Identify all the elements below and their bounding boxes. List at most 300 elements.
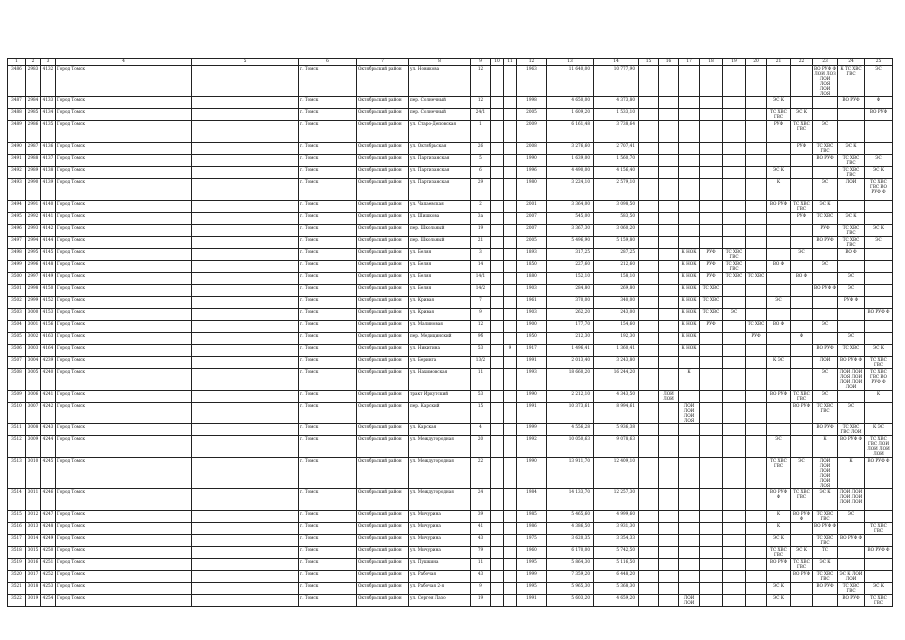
table-cell: 3487 bbox=[8, 97, 26, 109]
table-cell: ул. Междугородная bbox=[409, 489, 471, 511]
table-cell bbox=[746, 66, 767, 97]
table-cell bbox=[491, 273, 504, 285]
table-cell: 2992 bbox=[26, 213, 41, 225]
table-cell: ВО РУФ Ф bbox=[838, 436, 865, 458]
table-row bbox=[8, 511, 893, 523]
table-cell bbox=[192, 583, 299, 595]
table-row bbox=[8, 167, 893, 179]
table-cell: Город Томск bbox=[56, 309, 192, 321]
table-cell bbox=[659, 595, 679, 607]
table-cell: 262,20 bbox=[547, 309, 594, 321]
table-cell: ВО РУФ bbox=[838, 97, 865, 109]
table-cell bbox=[639, 458, 659, 489]
table-cell bbox=[659, 201, 679, 213]
table-cell: 4148 bbox=[41, 261, 56, 273]
table-cell: г. Томск bbox=[299, 391, 357, 403]
table-cell: 3012 bbox=[26, 511, 41, 523]
table-row bbox=[8, 424, 893, 436]
column-number-10: 10 bbox=[491, 59, 504, 66]
table-cell: 2986 bbox=[26, 121, 41, 143]
table-cell: 43 bbox=[471, 571, 491, 583]
table-cell: ВО РУФ Ф bbox=[865, 547, 893, 559]
table-cell: г. Томск bbox=[299, 213, 357, 225]
table-cell bbox=[791, 583, 813, 595]
table-cell bbox=[746, 403, 767, 424]
table-cell bbox=[504, 225, 517, 237]
table-cell: 4141 bbox=[41, 213, 56, 225]
table-cell: Октябрьский район bbox=[357, 333, 409, 345]
table-cell bbox=[679, 97, 700, 109]
table-cell bbox=[723, 297, 746, 309]
table-cell: ЭС К bbox=[838, 213, 865, 225]
table-cell: 2988 bbox=[26, 155, 41, 167]
table-cell bbox=[679, 571, 700, 583]
column-number-5: 5 bbox=[192, 59, 299, 66]
table-cell: 3519 bbox=[8, 559, 26, 571]
table-cell: Город Томск bbox=[56, 424, 192, 436]
table-cell: Октябрьский район bbox=[357, 237, 409, 249]
table-cell: ул. Малиновая bbox=[409, 321, 471, 333]
table-cell: Город Томск bbox=[56, 357, 192, 369]
table-cell: 4 999,60 bbox=[594, 511, 639, 523]
table-cell bbox=[192, 321, 299, 333]
table-cell bbox=[639, 121, 659, 143]
table-cell bbox=[659, 458, 679, 489]
table-cell bbox=[504, 559, 517, 571]
table-row bbox=[8, 547, 893, 559]
table-cell: ВО РУФ bbox=[791, 403, 813, 424]
table-cell bbox=[639, 273, 659, 285]
table-cell: Город Томск bbox=[56, 458, 192, 489]
table-row bbox=[8, 583, 893, 595]
table-cell bbox=[700, 511, 723, 523]
table-cell bbox=[491, 583, 504, 595]
table-cell bbox=[491, 121, 504, 143]
table-cell bbox=[700, 109, 723, 121]
column-number-17: 17 bbox=[679, 59, 700, 66]
table-cell: 3500 bbox=[8, 273, 26, 285]
table-cell: Октябрьский район bbox=[357, 547, 409, 559]
table-cell: 4245 bbox=[41, 458, 56, 489]
table-cell: 1903 bbox=[517, 309, 547, 321]
table-cell: ЭС К bbox=[813, 201, 838, 213]
table-cell: ВО РУФ bbox=[767, 559, 791, 571]
table-cell: 3511 bbox=[8, 424, 26, 436]
table-cell: К НОК bbox=[679, 261, 700, 273]
table-cell bbox=[639, 547, 659, 559]
table-cell: ЭС bbox=[838, 403, 865, 424]
table-cell: 4250 bbox=[41, 547, 56, 559]
table-cell: Город Томск bbox=[56, 571, 192, 583]
table-cell bbox=[767, 237, 791, 249]
table-cell: ул. Пушкина bbox=[409, 559, 471, 571]
table-cell bbox=[723, 403, 746, 424]
table-cell bbox=[746, 237, 767, 249]
table-cell bbox=[491, 559, 504, 571]
table-cell: ул. Новикова bbox=[409, 66, 471, 97]
table-cell: ТС ХВС ГВС bbox=[813, 403, 838, 424]
table-cell: ЛОИ bbox=[838, 179, 865, 201]
table-cell: 6 bbox=[471, 167, 491, 179]
table-cell: 3014 bbox=[26, 535, 41, 547]
table-cell: пер. Солнечный bbox=[409, 109, 471, 121]
table-cell bbox=[767, 225, 791, 237]
table-cell bbox=[723, 489, 746, 511]
table-cell: К НОК bbox=[679, 273, 700, 285]
table-cell: ВО РУФ Ф bbox=[865, 309, 893, 321]
table-cell: РУФ bbox=[700, 321, 723, 333]
table-cell: г. Томск bbox=[299, 285, 357, 297]
table-cell bbox=[723, 424, 746, 436]
table-cell bbox=[767, 155, 791, 167]
table-cell: 2007 bbox=[517, 213, 547, 225]
table-cell bbox=[700, 66, 723, 97]
table-cell: ул. Кривая bbox=[409, 309, 471, 321]
table-cell: 2009 bbox=[517, 121, 547, 143]
table-cell: ВО РУФ bbox=[838, 595, 865, 607]
table-cell bbox=[700, 535, 723, 547]
table-cell: 4 373,80 bbox=[594, 97, 639, 109]
table-cell: Город Томск bbox=[56, 237, 192, 249]
table-cell: 1961 bbox=[517, 297, 547, 309]
table-cell bbox=[679, 143, 700, 155]
table-cell bbox=[813, 167, 838, 179]
table-cell: 3515 bbox=[8, 511, 26, 523]
table-cell bbox=[746, 523, 767, 535]
table-cell: РУФ bbox=[791, 213, 813, 225]
table-cell bbox=[192, 297, 299, 309]
table-row bbox=[8, 201, 893, 213]
table-cell: ТС ХВС ГВС bbox=[791, 391, 813, 403]
table-cell bbox=[813, 109, 838, 121]
table-cell: 79 bbox=[471, 547, 491, 559]
table-cell bbox=[491, 547, 504, 559]
table-cell: 3017 bbox=[26, 571, 41, 583]
table-cell bbox=[767, 66, 791, 97]
table-cell: Город Томск bbox=[56, 391, 192, 403]
table-cell: ВО РУФ Ф bbox=[838, 535, 865, 547]
column-number-9: 9 bbox=[471, 59, 491, 66]
table-cell: г. Томск bbox=[299, 571, 357, 583]
table-cell: 4139 bbox=[41, 179, 56, 201]
table-cell: 3013 bbox=[26, 523, 41, 535]
table-cell: 18 660,20 bbox=[547, 369, 594, 391]
table-row bbox=[8, 357, 893, 369]
table-row bbox=[8, 571, 893, 583]
table-cell: 1 bbox=[471, 121, 491, 143]
table-cell bbox=[767, 213, 791, 225]
table-cell bbox=[639, 213, 659, 225]
table-cell: г. Томск bbox=[299, 97, 357, 109]
table-cell: 4164 bbox=[41, 345, 56, 357]
table-cell bbox=[813, 97, 838, 109]
table-cell: 3513 bbox=[8, 458, 26, 489]
table-cell: ВО РУФ Ф bbox=[838, 357, 865, 369]
table-cell: ул. Нахимовская bbox=[409, 369, 471, 391]
table-cell bbox=[192, 458, 299, 489]
table-cell: 1 639,00 bbox=[547, 155, 594, 167]
table-cell bbox=[838, 261, 865, 273]
table-cell: 287,25 bbox=[594, 249, 639, 261]
table-cell: ул. Беляя bbox=[409, 261, 471, 273]
table-cell: 9 bbox=[504, 345, 517, 357]
table-cell: Город Томск bbox=[56, 595, 192, 607]
table-cell bbox=[491, 321, 504, 333]
table-cell: ул. Беляя bbox=[409, 273, 471, 285]
table-cell: ТС ХВС ГВС bbox=[838, 167, 865, 179]
table-cell: 4244 bbox=[41, 436, 56, 458]
table-cell: Октябрьский район bbox=[357, 321, 409, 333]
table-cell bbox=[746, 225, 767, 237]
table-cell: г. Томск bbox=[299, 273, 357, 285]
table-cell: 9 078,63 bbox=[594, 436, 639, 458]
table-cell bbox=[723, 66, 746, 97]
table-cell: г. Томск bbox=[299, 424, 357, 436]
table-cell bbox=[723, 143, 746, 155]
table-cell: 2995 bbox=[26, 249, 41, 261]
table-cell: ВО РУФ bbox=[813, 424, 838, 436]
table-cell: ул. Беляя bbox=[409, 285, 471, 297]
table-cell: ул. Мичурина bbox=[409, 523, 471, 535]
table-cell bbox=[504, 391, 517, 403]
table-cell bbox=[659, 225, 679, 237]
table-cell bbox=[746, 559, 767, 571]
table-cell: ЭС bbox=[838, 285, 865, 297]
table-cell bbox=[491, 155, 504, 167]
table-cell bbox=[504, 595, 517, 607]
table-cell bbox=[679, 225, 700, 237]
table-cell: 21 bbox=[471, 237, 491, 249]
table-cell bbox=[491, 213, 504, 225]
table-cell bbox=[723, 535, 746, 547]
table-cell: 1960 bbox=[517, 547, 547, 559]
table-cell: ЛОИ ЛОИ bbox=[659, 391, 679, 403]
table-cell: г. Томск bbox=[299, 121, 357, 143]
table-cell bbox=[491, 66, 504, 97]
table-cell bbox=[192, 489, 299, 511]
table-cell bbox=[491, 225, 504, 237]
table-cell: ТС ХВС bbox=[813, 213, 838, 225]
table-cell: 545,00 bbox=[547, 213, 594, 225]
table-cell bbox=[491, 261, 504, 273]
table-cell bbox=[639, 285, 659, 297]
table-cell: г. Томск bbox=[299, 201, 357, 213]
table-cell: 4150 bbox=[41, 285, 56, 297]
table-cell bbox=[504, 535, 517, 547]
table-cell bbox=[659, 333, 679, 345]
table-cell bbox=[723, 333, 746, 345]
table-cell bbox=[491, 345, 504, 357]
table-cell: ТС ХВС bbox=[723, 273, 746, 285]
table-cell bbox=[813, 249, 838, 261]
table-cell bbox=[813, 309, 838, 321]
column-number-13: 13 bbox=[547, 59, 594, 66]
table-cell: г. Томск bbox=[299, 369, 357, 391]
table-cell: Октябрьский район bbox=[357, 403, 409, 424]
table-cell: 4163 bbox=[41, 333, 56, 345]
table-cell: г. Томск bbox=[299, 179, 357, 201]
table-cell: Город Томск bbox=[56, 155, 192, 167]
table-cell bbox=[746, 357, 767, 369]
table-cell: 3522 bbox=[8, 595, 26, 607]
table-cell: ул. Партизанская bbox=[409, 179, 471, 201]
table-cell bbox=[639, 391, 659, 403]
table-cell: РУФ Ф bbox=[838, 297, 865, 309]
table-cell: г. Томск bbox=[299, 261, 357, 273]
column-number-2: 2 bbox=[26, 59, 41, 66]
table-cell: ВО РУФ bbox=[813, 345, 838, 357]
table-cell: ТС ХВС ГВС bbox=[838, 225, 865, 237]
table-row bbox=[8, 213, 893, 225]
table-cell bbox=[865, 321, 893, 333]
table-cell bbox=[700, 97, 723, 109]
table-cell: 3 098,50 bbox=[594, 201, 639, 213]
table-cell bbox=[838, 559, 865, 571]
table-cell: Октябрьский район bbox=[357, 559, 409, 571]
table-cell: 41 bbox=[471, 523, 491, 535]
table-cell: 4 343,50 bbox=[594, 391, 639, 403]
table-cell: 3514 bbox=[8, 489, 26, 511]
table-cell bbox=[723, 345, 746, 357]
table-cell: Октябрьский район bbox=[357, 261, 409, 273]
table-cell bbox=[639, 523, 659, 535]
table-cell bbox=[838, 201, 865, 213]
table-cell: г. Томск bbox=[299, 66, 357, 97]
table-cell: Октябрьский район bbox=[357, 109, 409, 121]
table-cell: 269,80 bbox=[594, 285, 639, 297]
table-cell bbox=[679, 357, 700, 369]
table-cell bbox=[659, 547, 679, 559]
table-cell: 1917 bbox=[517, 345, 547, 357]
table-cell: 1986 bbox=[517, 523, 547, 535]
table-cell: 212,30 bbox=[547, 333, 594, 345]
table-cell: Город Томск bbox=[56, 179, 192, 201]
table-cell: 4 156,40 bbox=[594, 167, 639, 179]
table-cell: ЭС bbox=[723, 309, 746, 321]
table-cell bbox=[700, 436, 723, 458]
table-cell bbox=[504, 66, 517, 97]
table-cell: 3486 bbox=[8, 66, 26, 97]
table-cell bbox=[679, 201, 700, 213]
table-cell: ВО РУФ bbox=[865, 109, 893, 121]
table-cell: 1984 bbox=[517, 489, 547, 511]
table-cell: Октябрьский район bbox=[357, 66, 409, 97]
table-cell: 4136 bbox=[41, 143, 56, 155]
table-cell: 2 013,40 bbox=[547, 357, 594, 369]
table-cell bbox=[838, 321, 865, 333]
table-cell: 4152 bbox=[41, 297, 56, 309]
table-cell bbox=[791, 309, 813, 321]
table-cell: ТС ХВС ГВС bbox=[813, 511, 838, 523]
table-cell bbox=[504, 403, 517, 424]
column-number-header-row bbox=[8, 59, 893, 66]
table-cell bbox=[639, 109, 659, 121]
table-cell bbox=[700, 143, 723, 155]
table-cell bbox=[504, 249, 517, 261]
table-row bbox=[8, 66, 893, 97]
table-cell: 43 bbox=[471, 535, 491, 547]
table-cell: 13 911,70 bbox=[547, 458, 594, 489]
table-cell bbox=[813, 333, 838, 345]
table-cell: ЭС К bbox=[813, 489, 838, 511]
table-cell bbox=[659, 571, 679, 583]
table-cell: Октябрьский район bbox=[357, 201, 409, 213]
table-row bbox=[8, 225, 893, 237]
table-cell bbox=[791, 179, 813, 201]
table-cell: 3 bbox=[471, 249, 491, 261]
table-cell bbox=[504, 261, 517, 273]
table-cell: Город Томск bbox=[56, 109, 192, 121]
table-cell bbox=[723, 201, 746, 213]
table-cell: 20 bbox=[471, 436, 491, 458]
table-cell bbox=[659, 489, 679, 511]
table-cell bbox=[639, 309, 659, 321]
table-cell: Город Томск bbox=[56, 489, 192, 511]
table-cell bbox=[723, 285, 746, 297]
table-cell bbox=[639, 261, 659, 273]
table-cell: ВО РУФ Ф bbox=[813, 523, 838, 535]
table-cell bbox=[746, 547, 767, 559]
table-cell: Город Томск bbox=[56, 273, 192, 285]
table-cell: Город Томск bbox=[56, 535, 192, 547]
table-cell: ЭС bbox=[865, 66, 893, 97]
table-cell: ЭС bbox=[865, 237, 893, 249]
table-cell: Город Томск bbox=[56, 66, 192, 97]
table-cell: 5 742,50 bbox=[594, 547, 639, 559]
table-cell bbox=[192, 249, 299, 261]
table-cell bbox=[639, 97, 659, 109]
table-cell bbox=[491, 357, 504, 369]
column-number-16: 16 bbox=[659, 59, 679, 66]
table-cell: ул. Старо-Деповская bbox=[409, 121, 471, 143]
table-cell: 3007 bbox=[26, 403, 41, 424]
table-cell bbox=[723, 547, 746, 559]
table-cell bbox=[700, 121, 723, 143]
table-cell: 3004 bbox=[26, 357, 41, 369]
table-cell bbox=[838, 391, 865, 403]
table-cell: 3499 bbox=[8, 261, 26, 273]
table-cell bbox=[504, 583, 517, 595]
table-row bbox=[8, 309, 893, 321]
table-cell bbox=[192, 273, 299, 285]
table-cell bbox=[504, 357, 517, 369]
table-row bbox=[8, 436, 893, 458]
table-cell bbox=[746, 109, 767, 121]
table-cell: К НОК bbox=[679, 345, 700, 357]
table-cell bbox=[838, 109, 865, 121]
table-cell: 1991 bbox=[517, 595, 547, 607]
table-cell bbox=[504, 523, 517, 535]
table-cell: 284,80 bbox=[547, 285, 594, 297]
table-cell: К ЭС bbox=[865, 424, 893, 436]
column-number-3: 3 bbox=[41, 59, 56, 66]
table-cell: 14 133,70 bbox=[547, 489, 594, 511]
table-cell: 4 650,00 bbox=[547, 97, 594, 109]
table-cell: 1 496,41 bbox=[547, 345, 594, 357]
table-cell: 3489 bbox=[8, 121, 26, 143]
table-cell: 8 994,61 bbox=[594, 403, 639, 424]
table-cell: Ф bbox=[865, 97, 893, 109]
table-cell bbox=[192, 167, 299, 179]
table-cell: 2983 bbox=[26, 66, 41, 97]
column-number-25: 25 bbox=[865, 59, 893, 66]
table-cell bbox=[192, 213, 299, 225]
table-cell: 1900 bbox=[517, 321, 547, 333]
table-row bbox=[8, 535, 893, 547]
table-cell bbox=[491, 571, 504, 583]
table-cell: 3521 bbox=[8, 583, 26, 595]
table-cell: ТС ХВС ГВС bbox=[813, 571, 838, 583]
